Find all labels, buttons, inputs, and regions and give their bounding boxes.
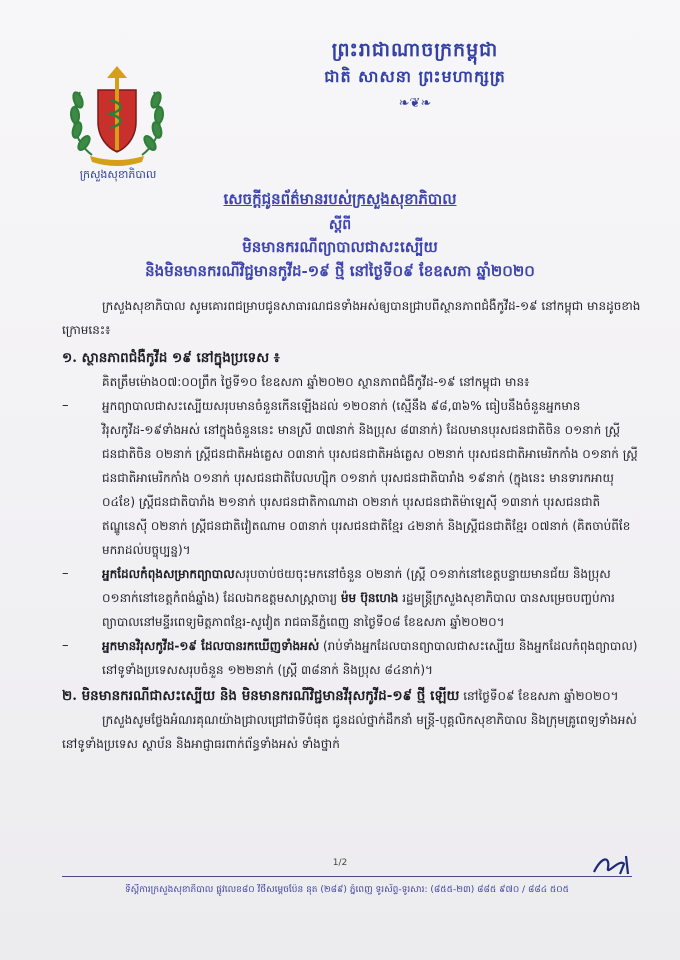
bullet1-text: អ្នកព្យាបាលជាសះស្បើយសរុបមានចំនួនកើនឡើងដល់ ១២០នាក់ (ស្មើនឹង ៩៨,៣៦% ធៀបនឹងចំនួនអ្នកមានវិរុសកូវីដ-១៩ទាំងអស់ នៅក្នុងចំនួននេះ មានស្រី ៣៧នាក់ និងប្រុស ៨៣នាក់) ដែលមានបុរសជនជាតិចិន ០១នាក់ ស្ត្រីជនជាតិចិន ០២នាក់ ស្ត្រីជនជាតិអង់គ្លេស ០៣នាក់ បុរសជនជាតិអង់គ្លេស ០២នាក់ បុរសជនជាតិអាមេរិកកាំង ០១នាក់ ស្ត្រីជនជាតិអាមេរិកកាំង ០១នាក់ បុរសជនជាតិបែលហ្ស៊ិក ០១នាក់ បុរសជនជាតិបារាំង ១៩នាក់ (ក្នុងនេះ មានទារកអាយុ ០៤ខែ) ស្ត្រីជនជាតិបារាំង ២១នាក់ បុរសជនជាតិកាណាដា ០២នាក់ បុរសជនជាតិម៉ាឡេស៊ី ១៣នាក់ បុរសជនជាតិឥណ្ឌូនេស៊ី ០២នាក់ ស្ត្រីជនជាតិវៀតណាម ០៣នាក់ បុរសជនជាតិខ្មែរ ៤២នាក់ និងស្ត្រីជនជាតិខ្មែរ ០៧នាក់ (គិតចាប់ពីខែមករាដល់បច្ចុប្បន្ន)។ — [102, 399, 638, 557]
bullet2-text — [102, 562, 642, 634]
bullet3-text — [102, 634, 642, 682]
announcement-title-line4: និងមិនមានករណីវិជ្ជមានកូវីដ-១៩ ថ្មី នៅថ្ងៃទី០៩ ខែឧសភា ឆ្នាំ២០២០ — [145, 262, 535, 280]
section1-lead: គិតត្រឹមម៉ោង០៧:០០ព្រឹក ថ្ងៃទី១០ ខែឧសភា ឆ្នាំ២០២០ ស្ថានភាពជំងឺកូវីដ-១៩ នៅកម្ពុជា មាន៖ — [102, 375, 530, 389]
bullet-dash: – — [62, 566, 69, 581]
bullet2-tail: រដ្ឋមន្ត្រីក្រសួងសុខាភិបាល បានសម្រេចបញ្ចប់ការព្យាបាលនៅមន្ទីរពេទ្យមិត្តភាពខ្មែរ-សូវៀត រាជធានីភ្នំពេញ នាថ្ងៃទី០៨ ខែឧសភា ឆ្នាំ២០២០។ — [102, 591, 615, 629]
section1-heading: ១. ស្ថានភាពជំងឺកូវីដ ១៩ នៅក្នុងប្រទេស ៖ — [62, 350, 280, 366]
footer-divider — [62, 876, 632, 877]
ministry-of-health-emblem-icon — [62, 60, 172, 170]
kingdom-title: ព្រះរាជាណាចក្រកម្ពុជា — [331, 39, 499, 61]
section2-heading-tail: នៅថ្ងៃទី០៩ ខែឧសភា ឆ្នាំ២០២០។ — [459, 689, 619, 703]
section1-bullet3 — [62, 634, 642, 682]
ministry-emblem-logo — [62, 60, 172, 170]
announcement-title-line1: សេចក្តីជូនព័ត៌មានរបស់ក្រសួងសុខាភិបាល — [223, 190, 457, 208]
page-number: 1/2 — [332, 858, 348, 868]
footer-address: ទីស្តីការក្រសួងសុខាភិបាល ផ្លូវលេខ៨០ វិថីសម្តេចប៉ែន នុត (២៨៩) ភ្នំពេញ ទូរស័ព្ទ-ទូរសារ: (៨៥៥-២៣) ៨៨៥ ៩៧០ / ៨៨៤ ៥០៥ — [124, 885, 570, 895]
section1-bullet1 — [62, 394, 642, 562]
minister-name: ម៉ម ប៊ុនហេង — [340, 591, 399, 605]
section2-heading-row — [62, 684, 642, 708]
intro-paragraph: ក្រសួងសុខាភិបាល សូមគោរពជម្រាបជូនសាធារណជនទាំងអស់ឲ្យបានជ្រាបពីស្ថានភាពជំងឺកូវីដ-១៩ នៅកម្ពុជា មានដូចខាងក្រោមនេះ៖ — [62, 299, 641, 337]
ministry-name: ក្រសួងសុខាភិបាល — [79, 168, 157, 181]
bullet2-bold: អ្នកដែលកំពុងសម្រាកព្យាបាល — [102, 567, 235, 581]
section2-heading: ២. មិនមានករណីជាសះស្បើយ និង មិនមានករណីវិជ្ជមានវីរុសកូវីដ-១៩ ថ្មី ឡើយ — [62, 688, 460, 704]
bullet-dash: – — [62, 638, 69, 653]
bullet3-rest: (រាប់ទាំងអ្នកដែលបានព្យាបាលជាសះស្បើយ និងអ្នកដែលកំពុងព្យាបាល) នៅទូទាំងប្រទេសសរុបចំនួន ១២២នាក់ (ស្ត្រី ៣៨នាក់ និងប្រុស ៨៤នាក់)។ — [102, 639, 638, 677]
ornament-divider: ❧❦❧ — [398, 96, 432, 111]
section2-paragraph: ក្រសួងសូមថ្លែងអំណរគុណយ៉ាងជ្រាលជ្រៅជាទីបំផុត ជូនដល់ថ្នាក់ដឹកនាំ មន្ត្រី-បុគ្គលិកសុខាភិបាល និងក្រុមគ្រូពេទ្យទាំងអស់នៅទូទាំងប្រទេស ស្ថាប័ន និងអាជ្ញាធរពាក់ព័ន្ធទាំងអស់ ទាំងថ្នាក់ — [62, 713, 637, 751]
national-motto: ជាតិ សាសនា ព្រះមហាក្សត្រ — [324, 67, 506, 86]
announcement-title-line3: មិនមានករណីព្យាបាលជាសះស្បើយ — [242, 238, 438, 256]
announcement-title-line2: ស្តីពី — [328, 217, 352, 233]
bullet2-rest: សរុបចាប់ថយចុះមកនៅចំនួន ០២នាក់ (ស្ត្រី ០១នាក់នៅខេត្តបន្ទាយមានជ័យ និងប្រុស ០១នាក់នៅខេត្តកំពង់ឆ្នាំង) ដែលឯកឧត្តមសាស្ត្រាចារ្យ — [102, 567, 611, 605]
initial-signature-icon — [590, 852, 640, 878]
bullet3-bold: អ្នកមានវិរុសកូវីដ-១៩ ដែលបានរកឃើញទាំងអស់ — [102, 639, 320, 653]
section1-bullet2 — [62, 562, 642, 634]
document-body — [62, 294, 642, 756]
signature-mark — [590, 852, 640, 878]
bullet-dash: – — [62, 398, 69, 413]
